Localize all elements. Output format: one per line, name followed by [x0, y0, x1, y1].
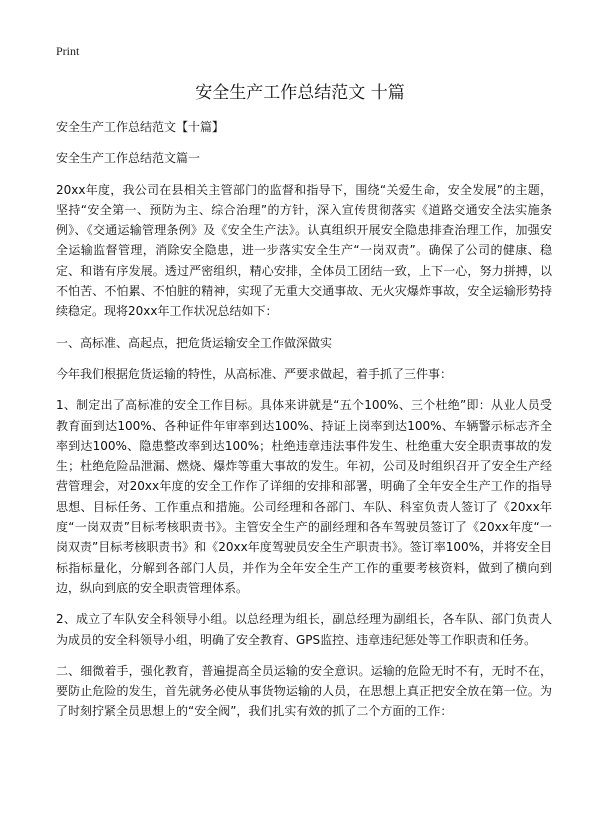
print-label: Print — [56, 44, 80, 58]
section-heading: 安全生产工作总结范文篇一 — [56, 151, 201, 166]
doc-subtitle: 安全生产工作总结范文【十篇】 — [56, 120, 225, 134]
document-body — [56, 117, 552, 733]
paragraph-heading-two: 二、细微着手，强化教育，普遍提高全员运输的安全意识。运输的危险无时不有，无时不在，要防止危险的发生，首先就务必使从事货物运输的人员，在思想上真正把安全放在第一位。为了时刻拧紧全员思想上的“安全阀”，我们扎实有效的抓了二个方面的工作： — [56, 663, 552, 719]
paragraph: 今年我们根据危货运输的特性，从高标准、严要求做起，着手抓了三件事： — [56, 366, 453, 381]
document-title: 安全生产工作总结范文 十篇 — [195, 83, 405, 103]
paragraph-item-2: 2、成立了车队安全科领导小组。以总经理为组长，副总经理为副组长，各车队、部门负责人为成员的安全科领导小组，明确了安全教育、GPS监控、违章违纪惩处等工作职责和任务。 — [56, 612, 552, 647]
paragraph-heading-one: 一、高标准、高起点，把危货运输安全工作做深做实 — [56, 335, 333, 350]
paragraph-intro: 20xx年度，我公司在县相关主管部门的监督和指导下，围绕“关爱生命，安全发展”的主题，坚持“安全第一、预防为主、综合治理”的方针，深入宣传贯彻落实《道路交通安全法实施条例》、《交通运输管理条例》及《安全生产法》。认真组织开展安全隐患排查治理工作，加强安全运输监督管理，消除安全隐患，进一步落实安全生产“一岗双责”。确保了公司的健康、稳定、和谐有序发展。透过严密组织，精心安排，全体员工团结一致，上下一心，努力拼搏，以不怕苦、不怕累、不怕脏的精神，实现了无重大交通事故、无火灾爆炸事故，安全运输形势持续稳定。现将20xx年工作状况总结如下： — [56, 182, 552, 319]
paragraph-item-1: 1、制定出了高标准的安全工作目标。具体来讲就是“五个100%、三个杜绝”即：从业人员受教育面到达100%、各种证件年审率到达100%、持证上岗率到达100%、车辆警示标志齐全率到达100%、隐患整改率到达100%；杜绝违章违法事件发生、杜绝重大安全职责事故的发生；杜绝危险品泄漏、燃烧、爆炸等重大事故的发生。年初，公司及时组织召开了安全生产经营管理会，对20xx年度的安全工作作了详细的安排和部署，明确了全年安全生产工作的指导思想、目标任务、工作重点和措施。公司经理和各部门、车队、科室负责人签订了《20xx年度“一岗双责”目标考核职责书》。主管安全生产的副经理和各车驾驶员签订了《20xx年度“一岗双责”目标考核职责书》和《20xx年度驾驶员安全生产职责书》。签订率100%，并将安全目标指标量化，分解到各部门人员，并作为全年安全生产工作的重要考核资料，做到了横向到边，纵向到底的安全职责管理体系。 — [56, 398, 552, 595]
